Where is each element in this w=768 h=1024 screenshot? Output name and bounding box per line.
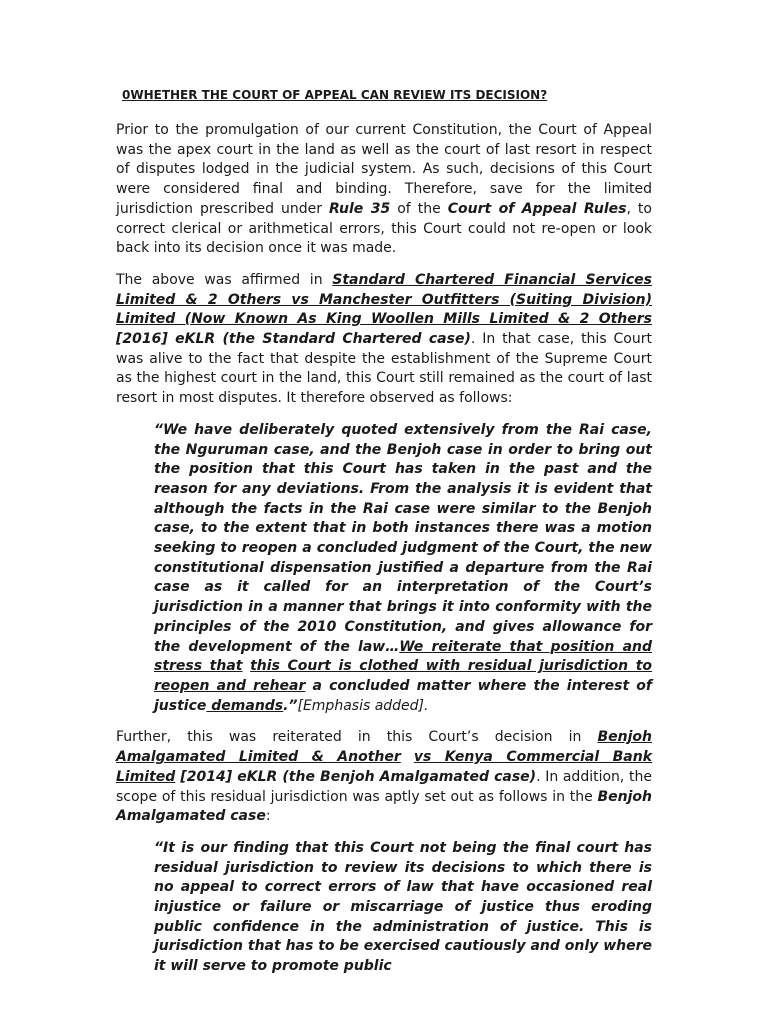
paragraph-text: The above was affirmed in: [116, 271, 333, 288]
block-quote-benjoh: “It is our finding that this Court not being the final court has residual jurisdiction to review its decisions to which there is no appeal to correct errors of law that have occasioned real injustice or failure or miscarriage of justice thus eroding public confidence in the administration of justice. This is jurisdiction that has to be exercised cautiously and only where it will serve to promote public: [154, 839, 652, 975]
quote-text: “We have deliberately quoted extensively from the Rai case, the Nguruman case, and the Benjoh case in order to bring out the position that this Court has taken in the past and the reason for any deviations. From the analysis it is evident that although the facts in the Rai case were similar to the Benjoh case, to the extent that in both instances there was a motion seeking to reopen a concluded judgment of the Court, the new constitutional dispensation justified a departure from the Rai case as it called for an interpretation of the Court’s jurisdiction in a manner that brings it into conformity with the principles of the 2010 Constitution, and gives allowance for the development of the law…: [154, 421, 652, 655]
paragraph-affirmed: [116, 271, 652, 409]
quote-text: a concluded matter where the interest of justice: [154, 677, 652, 714]
rules-reference: Court of Appeal Rules: [447, 200, 627, 217]
paragraph-text: Prior to the promulgation of our current Constitution, the Court of Appeal was the apex court in the land as well as the court of last resort in respect of disputes lodged in the judicial system. As such, decisions of this Court were considered final and binding. Therefore, save for the limited jurisdiction prescribed under: [116, 122, 652, 217]
paragraph-text: , to correct clerical or arithmetical errors, this Court could not re-open or look back into its decision once it was made.: [116, 200, 652, 257]
paragraph-text: of the: [390, 200, 448, 217]
paragraph-reiterated: [116, 728, 652, 827]
paragraph-text: Further, this was reiterated in this Court’s decision in: [116, 729, 598, 746]
quote-space: [243, 658, 251, 674]
case-citation: Standard Chartered Financial Services Limited & 2 Others vs Manchester Outfitters (Suiting Division) Limited (Now Known As King Woollen Mills Limited & 2 Others: [116, 271, 652, 328]
case-short-name: Benjoh Amalgamated case: [116, 788, 652, 825]
case-citation: Benjoh Amalgamated Limited & Another: [116, 729, 652, 766]
paragraph-text: . In that case, this Court was alive to the fact that despite the establishment of the Supreme Court as the highest court in the land, this Court still remained as the court of last resort in most disputes. It therefore observed as follows:: [116, 331, 652, 407]
paragraph-text: :: [265, 808, 271, 825]
paragraph-space: [401, 749, 414, 765]
quote-underlined-text: this Court is clothed with residual jurisdiction to reopen and rehear: [154, 658, 653, 694]
citation-year: [2016] eKLR: [116, 331, 223, 348]
quote-underlined-text: We reiterate that position and stress that: [154, 638, 652, 675]
case-citation: vs Kenya Commercial Bank Limited: [116, 749, 653, 785]
rule-reference: Rule 35: [329, 200, 391, 217]
block-quote-standard-chartered: [154, 421, 652, 717]
emphasis-note: [Emphasis added].: [297, 697, 429, 714]
quote-text: .”: [283, 697, 298, 714]
quote-underlined-text: demands: [206, 697, 284, 714]
citation-year: [2014] eKLR (the Benjoh Amalgamated case): [175, 768, 537, 785]
paragraph-prior-constitution: [116, 121, 652, 259]
paragraph-text: . In addition, the scope of this residual jurisdiction was aptly set out as follows in the: [116, 768, 652, 805]
section-heading: 0WHETHER THE COURT OF APPEAL CAN REVIEW ITS DECISION?: [122, 88, 548, 102]
case-short-name: (the Standard Chartered case): [222, 331, 471, 348]
